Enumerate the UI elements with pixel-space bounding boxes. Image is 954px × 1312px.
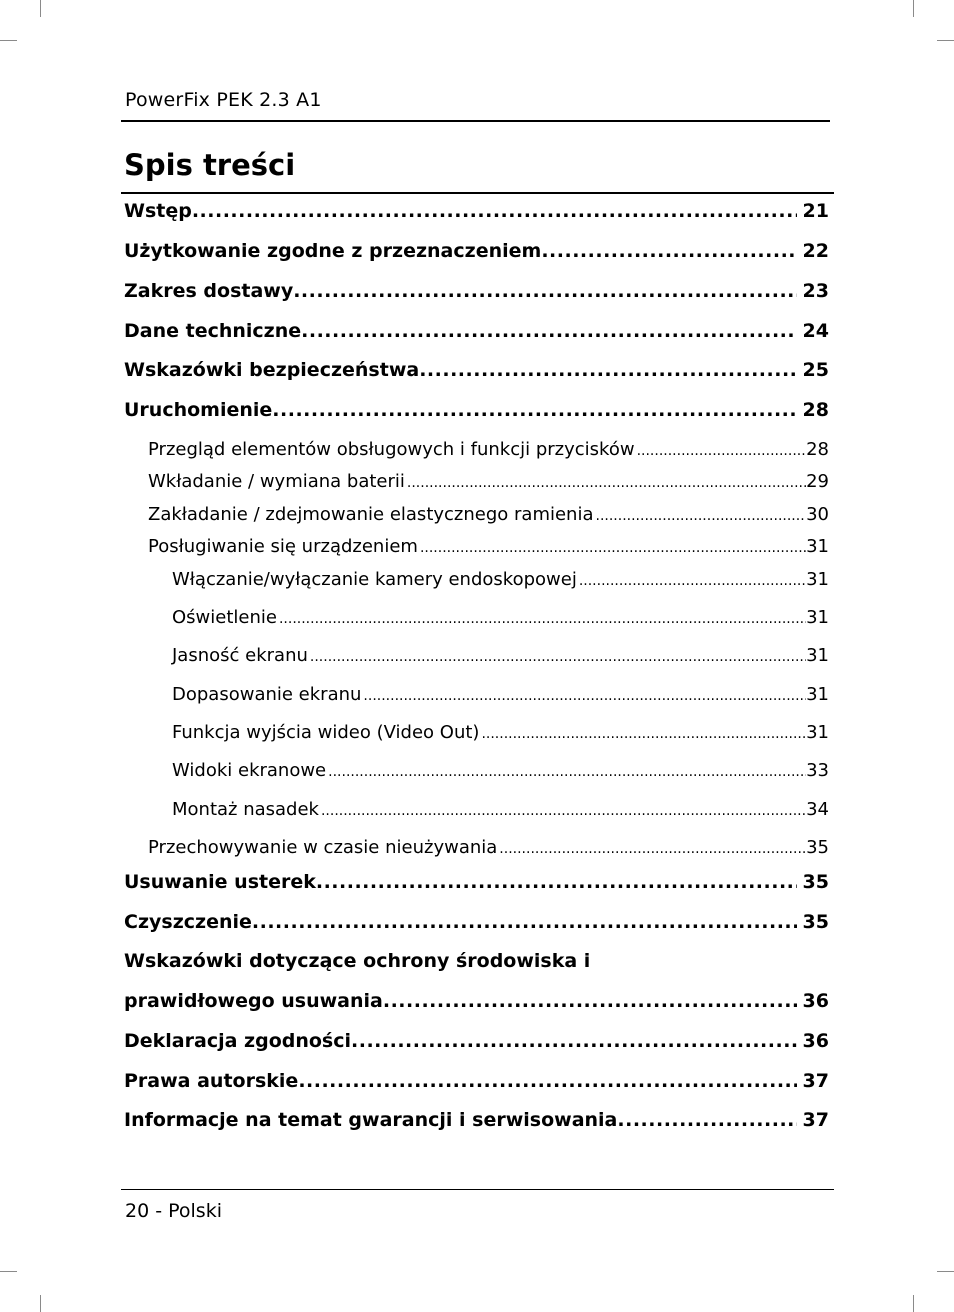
toc-entry-label: Funkcja wyjścia wideo (Video Out) [172, 722, 480, 743]
crop-mark [937, 1271, 954, 1272]
toc-leader-dots [351, 1029, 797, 1053]
toc-entry[interactable] [124, 798, 829, 823]
toc-entry-page: 31 [806, 684, 829, 705]
toc-entry[interactable] [124, 721, 829, 746]
toc-entry-page: 37 [802, 1109, 829, 1131]
toc-entry-page: 22 [802, 240, 829, 262]
toc-leader-dots [316, 870, 797, 894]
toc-entry[interactable] [124, 438, 829, 463]
toc-leader-dots [310, 644, 806, 669]
title-rule [121, 192, 834, 194]
page-title: Spis treści [124, 148, 296, 182]
toc-entry[interactable] [124, 239, 829, 263]
crop-mark [0, 1271, 17, 1272]
toc-entry-label: Oświetlenie [172, 607, 277, 628]
toc-entry-page: 24 [802, 320, 829, 342]
toc-entry-page: 31 [806, 569, 829, 590]
toc-entry-label: Jasność ekranu [172, 645, 308, 666]
toc-entry-label: Przegląd elementów obsługowych i funkcji przycisków [148, 439, 635, 460]
footer-rule [121, 1189, 834, 1190]
toc-leader-dots [301, 319, 796, 343]
toc-entry-page: 33 [806, 760, 829, 781]
toc-entry-label: Dopasowanie ekranu [172, 684, 362, 705]
toc-entry-page: 25 [802, 359, 829, 381]
toc-entry-page: 35 [802, 911, 829, 933]
toc-leader-dots [328, 759, 806, 784]
toc-entry[interactable] [124, 535, 829, 560]
toc-entry-page: 34 [806, 799, 829, 820]
toc-entry-label: Wstęp [124, 200, 192, 222]
toc-entry-label: Wskazówki bezpieczeństwa [124, 359, 420, 381]
crop-mark [0, 40, 17, 41]
toc-entry[interactable] [124, 279, 829, 303]
toc-entry-page: 28 [802, 399, 829, 421]
toc-leader-dots [420, 535, 806, 560]
toc-entry[interactable] [124, 683, 829, 708]
toc-entry-page: 36 [802, 1030, 829, 1052]
toc-entry-page: 31 [806, 536, 829, 557]
toc-leader-dots [279, 606, 806, 631]
crop-mark [40, 0, 41, 17]
toc-entry-page: 23 [802, 280, 829, 302]
toc-entry[interactable] [124, 1029, 829, 1053]
toc-entry-label: Uruchomienie [124, 399, 273, 421]
toc-entry-label: Wskazówki dotyczące ochrony środowiska i [124, 950, 591, 972]
toc-leader-dots [637, 438, 807, 463]
toc-entry-page: 31 [806, 607, 829, 628]
toc-leader-dots [192, 199, 797, 223]
toc-entry[interactable] [124, 1108, 829, 1132]
toc-entry-label: Prawa autorskie [124, 1070, 299, 1092]
toc-leader-dots [293, 279, 796, 303]
toc-leader-dots [252, 910, 797, 934]
toc-entry[interactable] [124, 836, 829, 861]
toc-entry-page: 36 [802, 990, 829, 1012]
toc-leader-dots [481, 721, 806, 746]
toc-entry-label: Dane techniczne [124, 320, 302, 342]
toc-entry-page: 35 [806, 837, 829, 858]
toc-entry[interactable] [124, 644, 829, 669]
toc-leader-dots [272, 398, 796, 422]
crop-mark [40, 1295, 41, 1312]
toc-leader-dots [363, 683, 806, 708]
toc-entry-label: Zakładanie / zdejmowanie elastycznego ramienia [148, 504, 594, 525]
toc-entry-label: Informacje na temat gwarancji i serwisowania [124, 1109, 618, 1131]
toc-entry-label: Zakres dostawy [124, 280, 294, 302]
toc-entry-label: Czyszczenie [124, 911, 252, 933]
toc-entry[interactable] [124, 989, 829, 1013]
toc-entry-page: 35 [802, 871, 829, 893]
toc-entry-label: Przechowywanie w czasie nieużywania [148, 837, 498, 858]
toc-leader-dots [617, 1108, 796, 1132]
toc-entry[interactable] [124, 568, 829, 593]
toc-entry-label: Użytkowanie zgodne z przeznaczeniem [124, 240, 542, 262]
toc-entry-label: Widoki ekranowe [172, 760, 327, 781]
toc-entry-label: Posługiwanie się urządzeniem [148, 536, 418, 557]
header-rule [121, 120, 830, 122]
toc-entry[interactable] [124, 949, 829, 973]
toc-entry[interactable] [124, 398, 829, 422]
toc-entry[interactable] [124, 1069, 829, 1093]
toc-entry[interactable] [124, 470, 829, 495]
toc-entry-page: 29 [806, 471, 829, 492]
toc-entry-label: Wkładanie / wymiana baterii [148, 471, 405, 492]
toc-leader-dots [499, 836, 806, 861]
crop-mark [913, 1295, 914, 1312]
toc-entry[interactable] [124, 358, 829, 382]
toc-entry-page: 28 [806, 439, 829, 460]
toc-entry[interactable] [124, 503, 829, 528]
toc-entry-page: 30 [806, 504, 829, 525]
toc-entry-page: 31 [806, 722, 829, 743]
toc-entry[interactable] [124, 319, 829, 343]
toc-entry[interactable] [124, 870, 829, 894]
toc-entry-label: Usuwanie usterek [124, 871, 316, 893]
toc-entry[interactable] [124, 199, 829, 223]
toc-entry[interactable] [124, 910, 829, 934]
toc-leader-dots [321, 798, 806, 823]
running-footer: 20 - Polski [125, 1200, 222, 1222]
toc-entry-page: 37 [802, 1070, 829, 1092]
crop-mark [913, 0, 914, 17]
toc-entry[interactable] [124, 759, 829, 784]
toc-entry-label: prawidłowego usuwania [124, 990, 383, 1012]
toc-leader-dots [383, 989, 797, 1013]
running-header: PowerFix PEK 2.3 A1 [125, 89, 322, 111]
toc-leader-dots [579, 568, 806, 593]
toc-entry-label: Montaż nasadek [172, 799, 319, 820]
toc-entry[interactable] [124, 606, 829, 631]
toc-leader-dots [407, 470, 806, 495]
toc-leader-dots [298, 1069, 796, 1093]
toc-leader-dots [419, 358, 796, 382]
toc-entry-page: 21 [802, 200, 829, 222]
crop-mark [937, 40, 954, 41]
toc-entry-label: Włączanie/wyłączanie kamery endoskopowej [172, 569, 577, 590]
toc-entry-label: Deklaracja zgodności [124, 1030, 352, 1052]
toc-leader-dots [541, 239, 796, 263]
toc-entry-page: 31 [806, 645, 829, 666]
toc-leader-dots [596, 503, 807, 528]
